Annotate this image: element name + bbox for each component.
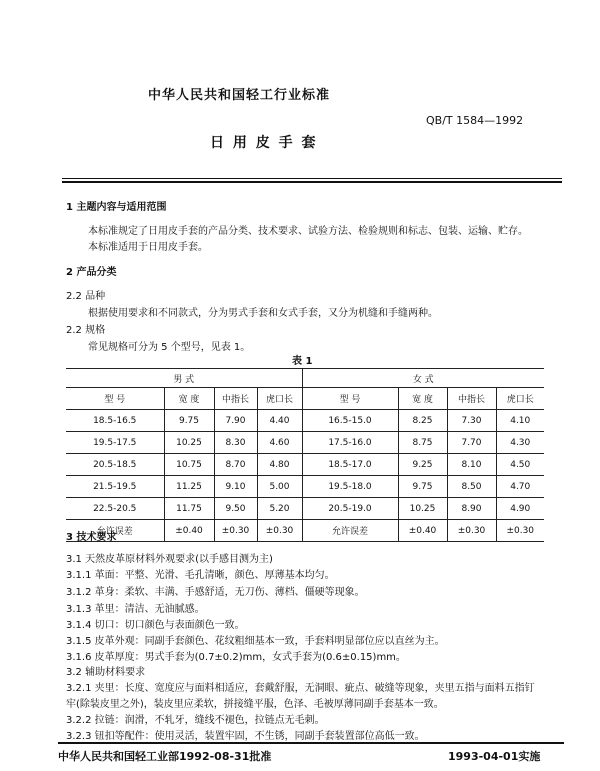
table-cell: 19.5-17.5 — [66, 432, 164, 454]
table-cell: ±0.30 — [447, 520, 496, 542]
table-cell: ±0.30 — [214, 520, 257, 542]
table-cell: 8.30 — [214, 432, 257, 454]
table-cell: 4.50 — [496, 454, 544, 476]
document-title: 日 用 皮 手 套 — [210, 135, 318, 151]
group-female: 女 式 — [302, 369, 544, 388]
table-cell: 允许误差 — [302, 520, 398, 542]
table-cell: 18.5-17.0 — [302, 454, 398, 476]
table-cell: 8.10 — [447, 454, 496, 476]
standard-code: QB/T 1584—1992 — [426, 114, 524, 127]
table-cell: 8.70 — [214, 454, 257, 476]
section-2-heading: 2 产品分类 — [66, 267, 117, 278]
table-caption: 表 1 — [292, 356, 313, 367]
table-cell: 8.50 — [447, 476, 496, 498]
table-cell: 10.25 — [164, 432, 214, 454]
table-cell: 16.5-15.0 — [302, 410, 398, 432]
table-cell: 5.00 — [257, 476, 302, 498]
group-male: 男 式 — [66, 369, 302, 388]
table-cell: 4.40 — [257, 410, 302, 432]
table-cell: 10.75 — [164, 454, 214, 476]
table-cell: 10.25 — [398, 498, 447, 520]
table-cell: ±0.30 — [257, 520, 302, 542]
table-cell: 9.75 — [398, 476, 447, 498]
table-cell: 21.5-19.5 — [66, 476, 164, 498]
table-cell: ±0.40 — [398, 520, 447, 542]
table-cell: 7.70 — [447, 432, 496, 454]
table-cell: 20.5-18.5 — [66, 454, 164, 476]
col-header: 型 号 — [66, 388, 164, 410]
clause-3-2-3: 3.2.3 钮扣等配件：使用灵活，装置牢固，不生锈，同副手套装置部位高低一致。 — [66, 731, 425, 742]
col-header: 宽 度 — [398, 388, 447, 410]
footer-rule — [58, 742, 564, 744]
table-row — [66, 454, 544, 476]
table-row — [66, 520, 544, 542]
table-cell: 8.90 — [447, 498, 496, 520]
section-1-paragraph-2: 本标准适用于日用皮手套。 — [88, 242, 208, 253]
clause-3-2-1: 3.2.1 夹里：长度、宽度应与面料相适应，套戴舒服，无洞眼、疵点、破缝等现象，夹里五指与面料五指钉 — [66, 683, 535, 694]
table-cell: 9.50 — [214, 498, 257, 520]
table-cell: 19.5-18.0 — [302, 476, 398, 498]
table-cell: 4.80 — [257, 454, 302, 476]
col-header: 中指长 — [214, 388, 257, 410]
implementation-date: 1993-04-01实施 — [448, 750, 541, 763]
table-cell: 5.20 — [257, 498, 302, 520]
clause-3-2-1-continued: 牢(除装皮里之外)，装皮里应柔软，拼接缝平服，色泽、毛被厚薄同副手套基本一致。 — [66, 699, 444, 710]
table-cell: 9.75 — [164, 410, 214, 432]
table-cell: ±0.30 — [496, 520, 544, 542]
table-cell: 17.5-16.0 — [302, 432, 398, 454]
clause-3-2-2: 3.2.2 拉链：润滑，不轧牙，缝线不褪色，拉链点无毛刺。 — [66, 715, 325, 726]
section-3-heading: 3 技术要求 — [66, 532, 117, 543]
col-header: 虎口长 — [257, 388, 302, 410]
section-2-1-heading: 2.2 品种 — [66, 291, 106, 302]
table-row — [66, 432, 544, 454]
section-2-1-text: 根据使用要求和不同款式，分为男式手套和女式手套，又分为机缝和手缝两种。 — [88, 308, 438, 319]
table-row — [66, 476, 544, 498]
table-body — [66, 410, 544, 542]
table-cell: 9.25 — [398, 454, 447, 476]
org-title: 中华人民共和国轻工行业标准 — [148, 88, 331, 103]
table-cell: 7.90 — [214, 410, 257, 432]
table-cell: 20.5-19.0 — [302, 498, 398, 520]
header-rule-thin — [62, 178, 562, 179]
table-cell: 22.5-20.5 — [66, 498, 164, 520]
clause-3-1-4: 3.1.4 切口：切口颜色与表面颜色一致。 — [66, 620, 245, 631]
table-cell: 4.70 — [496, 476, 544, 498]
table-header-row — [66, 388, 544, 410]
table-cell: 4.60 — [257, 432, 302, 454]
table-cell: 4.90 — [496, 498, 544, 520]
col-header: 虎口长 — [496, 388, 544, 410]
table-cell: 8.75 — [398, 432, 447, 454]
table-cell: 11.25 — [164, 476, 214, 498]
clause-3-2: 3.2 辅助材料要求 — [66, 667, 146, 678]
section-2-2-text: 常见规格可分为 5 个型号，见表 1。 — [88, 342, 251, 353]
approval-line: 中华人民共和国轻工业部1992-08-31批准 — [58, 750, 272, 763]
table-cell: 9.10 — [214, 476, 257, 498]
clause-3-1: 3.1 天然皮革原材料外观要求(以手感目测为主) — [66, 554, 273, 565]
section-2-2-heading: 2.2 规格 — [66, 325, 106, 336]
table-cell: 8.25 — [398, 410, 447, 432]
table-cell: 11.75 — [164, 498, 214, 520]
clause-3-1-5: 3.1.5 皮革外观：同副手套颜色、花纹粗细基本一致，手套料明显部位应以直丝为主。 — [66, 636, 445, 647]
table-cell: 7.30 — [447, 410, 496, 432]
col-header: 型 号 — [302, 388, 398, 410]
table-row — [66, 410, 544, 432]
col-header: 中指长 — [447, 388, 496, 410]
clause-3-1-1: 3.1.1 革面：平整、光滑、毛孔清晰，颜色、厚薄基本均匀。 — [66, 570, 335, 581]
spec-table — [66, 368, 544, 542]
table-cell: 18.5-16.5 — [66, 410, 164, 432]
table-row — [66, 498, 544, 520]
col-header: 宽 度 — [164, 388, 214, 410]
table-cell: 4.30 — [496, 432, 544, 454]
clause-3-1-3: 3.1.3 革里：清洁、无油腻感。 — [66, 604, 205, 615]
header-rule-thick — [62, 181, 562, 183]
table-group-row — [66, 369, 544, 388]
table-cell: 允许误差 — [66, 520, 164, 542]
clause-3-1-6: 3.1.6 皮革厚度：男式手套为(0.7±0.2)mm，女式手套为(0.6±0.15)mm。 — [66, 652, 406, 663]
table-cell: 4.10 — [496, 410, 544, 432]
section-1-paragraph-1: 本标准规定了日用皮手套的产品分类、技术要求、试验方法、检验规则和标志、包装、运输、贮存。 — [88, 226, 528, 237]
clause-3-1-2: 3.1.2 革身：柔软、丰满、手感舒适，无刀伤、薄档、僵硬等现象。 — [66, 587, 365, 598]
section-1-heading: 1 主题内容与适用范围 — [66, 202, 167, 213]
table-cell: ±0.40 — [164, 520, 214, 542]
